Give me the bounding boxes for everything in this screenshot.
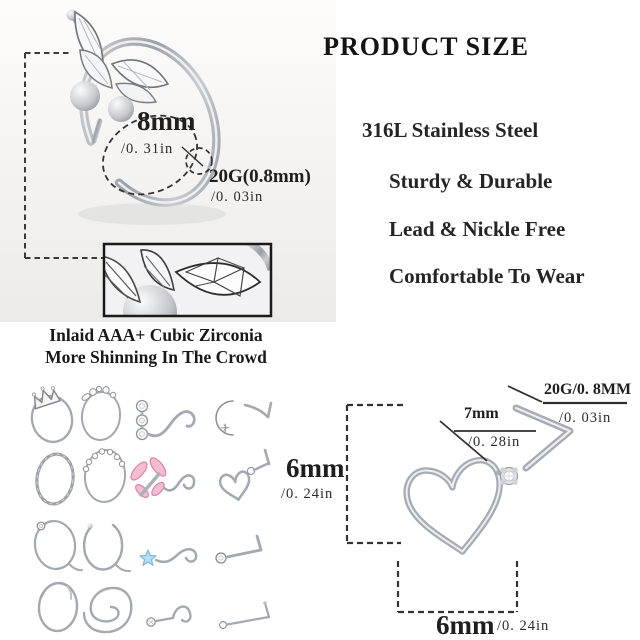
- height-dimension-bracket: [347, 405, 403, 543]
- feature-material: 316L Stainless Steel: [362, 118, 539, 142]
- feature-hypoallergenic: Lead & Nickle Free: [389, 217, 566, 241]
- twisted-rope-hoop-ring: [34, 452, 77, 507]
- spiral-coil-hoop-ring: [84, 588, 131, 632]
- cz-paved-hoop-ring: [83, 448, 127, 503]
- detail-width-value: 6mm: [436, 610, 495, 640]
- hero-gauge-inches: /0. 03in: [211, 189, 264, 205]
- blue-star-screw-stud: [140, 549, 196, 565]
- flower-hoop-ring: [80, 386, 123, 441]
- triple-gem-screw-stud: [137, 401, 195, 440]
- plain-c-hoop-ring: [84, 523, 130, 571]
- heart-gem-l-stud: [219, 450, 269, 502]
- detail-width-inches: /0. 24in: [497, 618, 550, 634]
- hero-diameter-value: 8mm: [137, 106, 196, 136]
- feature-comfort: Comfortable To Wear: [389, 264, 585, 288]
- detail-height-inches: /0. 24in: [281, 486, 334, 502]
- pink-butterfly-screw-stud: [128, 455, 194, 499]
- round-gem-l-stud: [216, 536, 261, 563]
- inset-caption-line2: More Shinning In The Crowd: [45, 347, 267, 367]
- gem-hoop-ring: [32, 518, 82, 571]
- detail-height-value: 6mm: [286, 453, 345, 483]
- gauge-leader-line-2: [508, 386, 542, 402]
- small-gem-screw-stud: [147, 607, 191, 627]
- feature-durability: Sturdy & Durable: [389, 169, 553, 193]
- hero-diameter-inches: /0. 31in: [121, 141, 174, 157]
- width-dimension-bracket: [398, 561, 517, 612]
- crown-hoop-ring: [28, 383, 77, 446]
- detail-gauge-inches: /0. 03in: [559, 410, 612, 426]
- detail-gauge-value: 20G/0. 8MM: [544, 381, 632, 398]
- detail-length-value: 7mm: [464, 405, 499, 422]
- detail-length-inches: /0. 28in: [468, 434, 521, 450]
- moon-screw-stud: [216, 401, 271, 435]
- small-gem-l-stud: [220, 601, 269, 628]
- page-title: PRODUCT SIZE: [323, 32, 529, 61]
- nose-ring-assortment-grid: [28, 383, 271, 633]
- double-wrap-hoop-ring: [37, 581, 79, 632]
- hero-gauge-value: 20G(0.8mm): [209, 166, 311, 187]
- inset-caption-line1: Inlaid AAA+ Cubic Zirconia: [49, 325, 263, 345]
